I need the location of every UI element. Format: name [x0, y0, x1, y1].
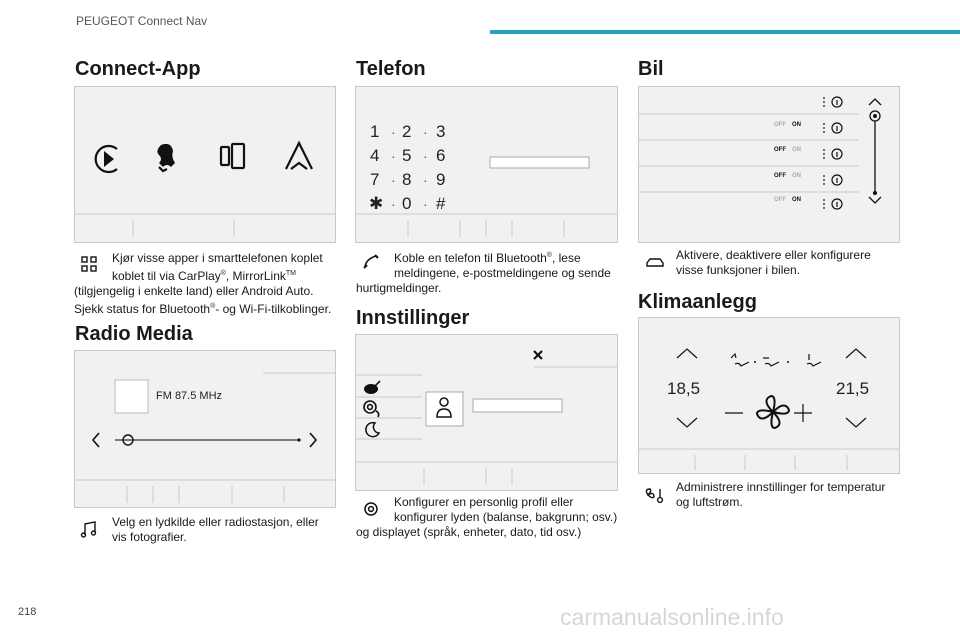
fan-speed-icon[interactable]	[757, 396, 789, 428]
airflow-direction-icons[interactable]	[731, 354, 821, 366]
header-accent-bar	[490, 30, 960, 34]
connect-app-title: Connect-App	[75, 58, 201, 80]
watermark: carmanualsonline.info	[560, 604, 784, 630]
previous-icon[interactable]	[93, 433, 99, 447]
right-temp-up-icon[interactable]	[846, 349, 866, 358]
key-star[interactable]: ✱	[369, 194, 384, 213]
bil-description: Aktivere, deaktivere eller konfigurere visse funksjoner i bilen.	[676, 248, 871, 277]
key-6[interactable]: 6	[436, 146, 446, 165]
right-temperature: 21,5	[836, 379, 870, 398]
key-separator: ·	[391, 124, 396, 140]
key-2[interactable]: 2	[402, 122, 412, 141]
key-4[interactable]: 4	[370, 146, 380, 165]
radio-media-title: Radio Media	[75, 323, 193, 345]
peugeot-lion-icon[interactable]	[157, 144, 175, 171]
key-separator: ·	[423, 124, 428, 140]
night-mode-icon[interactable]	[366, 423, 379, 437]
klimaanlegg-screen	[638, 317, 900, 474]
key-separator: ·	[423, 148, 428, 164]
key-separator: ·	[423, 196, 428, 212]
telefon-screen	[355, 86, 618, 243]
innstillinger-title: Innstillinger	[356, 307, 470, 329]
key-9[interactable]: 9	[436, 170, 446, 189]
mirrorlink-icon[interactable]	[221, 144, 244, 168]
radio-station-frequency: FM 87.5 MHz	[156, 390, 223, 402]
palette-icon[interactable]	[364, 381, 380, 394]
key-8[interactable]: 8	[402, 170, 412, 189]
settings-gear-icon[interactable]	[364, 401, 379, 417]
vertical-scrollbar[interactable]	[869, 99, 881, 203]
connect-app-screen-graphic	[75, 87, 335, 242]
bil-screen	[638, 86, 900, 243]
innstillinger-screen-graphic	[356, 335, 617, 490]
key-hash[interactable]: #	[436, 194, 446, 213]
key-7[interactable]: 7	[370, 170, 380, 189]
toggle-switch[interactable]: OFF ON	[774, 122, 801, 128]
radio-media-description: Velg en lydkilde eller radiostasjon, eller vis fotografier.	[112, 515, 319, 544]
bil-title: Bil	[638, 58, 664, 80]
connect-app-description: Kjør visse apper i smarttelefonen koplet koblet til via CarPlay®, MirrorLink™ (tilgjengelig i enkelte land) eller Android Auto. Sjekk status for Bluetooth®- og Wi-Fi-tilkoblinger.	[74, 251, 332, 316]
close-icon[interactable]	[534, 351, 542, 359]
key-separator: ·	[423, 172, 428, 188]
toggle-switch[interactable]: OFF ON	[774, 173, 801, 179]
frequency-slider[interactable]	[115, 435, 301, 445]
innstillinger-screen	[355, 334, 618, 491]
next-icon[interactable]	[310, 433, 316, 447]
carplay-icon[interactable]	[96, 146, 117, 172]
left-temp-down-icon[interactable]	[677, 418, 697, 427]
telefon-description: Koble en telefon til Bluetooth®, lese meldingene, e-postmeldingene og sende hurtigmeldinger.	[356, 251, 611, 295]
station-logo[interactable]	[115, 380, 148, 413]
key-3[interactable]: 3	[436, 122, 446, 141]
fan-plus-icon[interactable]	[794, 404, 812, 422]
klimaanlegg-title: Klimaanlegg	[638, 291, 757, 313]
left-temperature: 18,5	[667, 379, 701, 398]
key-0[interactable]: 0	[402, 194, 412, 213]
telefon-title: Telefon	[356, 58, 426, 80]
toggle-switch[interactable]: OFF ON	[774, 197, 801, 203]
key-separator: ·	[391, 172, 396, 188]
key-separator: ·	[391, 148, 396, 164]
radio-media-screen	[74, 350, 336, 508]
radio-media-screen-graphic	[75, 351, 335, 507]
page-header-title: PEUGEOT Connect Nav	[76, 14, 208, 28]
connect-app-screen	[74, 86, 336, 243]
key-separator: ·	[391, 196, 396, 212]
profile-name-field[interactable]	[473, 399, 562, 412]
page-number: 218	[18, 606, 37, 618]
key-1[interactable]: 1	[370, 122, 380, 141]
key-5[interactable]: 5	[402, 146, 412, 165]
bil-screen-graphic	[639, 87, 899, 242]
innstillinger-description: Konfigurer en personlig profil eller konfigurer lyden (balanse, bakgrunn; osv.) og displayet (språk, enheter, dato, tid osv.)	[356, 495, 618, 539]
telefon-screen-graphic	[356, 87, 617, 242]
android-auto-icon[interactable]	[286, 143, 312, 169]
toggle-switch[interactable]: OFF ON	[774, 147, 801, 153]
left-temp-up-icon[interactable]	[677, 349, 697, 358]
right-temp-down-icon[interactable]	[846, 418, 866, 427]
phone-number-field[interactable]	[490, 157, 589, 168]
klimaanlegg-description: Administrere innstillinger for temperatur og luftstrøm.	[676, 480, 886, 509]
